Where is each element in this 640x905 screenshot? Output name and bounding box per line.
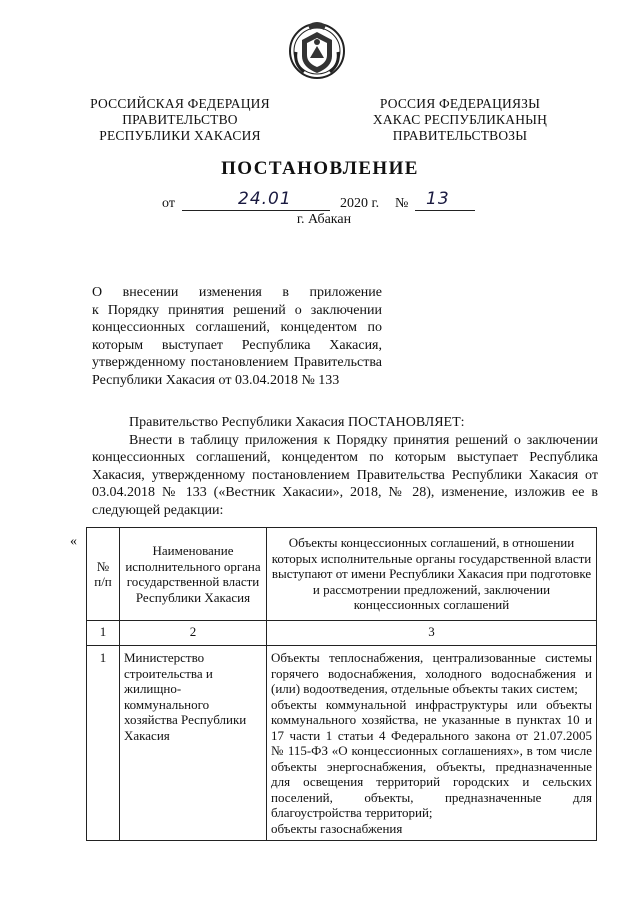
body-text [92, 414, 598, 519]
handwritten-number: 13 [426, 189, 450, 209]
objects-line: горячего водоснабжения, холодного водоснабжения и [271, 665, 592, 681]
organ-line: жилищно- [124, 681, 182, 696]
resolution-intro: Правительство Республики Хакасия ПОСТАНОВЛЯЕТ: [129, 415, 465, 430]
objects-line: (или) водоотведения, отдельные объекты таких систем; [271, 681, 578, 696]
header-text: Республики Хакасия [135, 589, 251, 605]
objects-line: благоустройства территорий; [271, 805, 433, 820]
city: г. Абакан [296, 212, 352, 227]
header-text: выступают от имени Республики Хакасия при подготовке [271, 566, 592, 582]
subject-block [92, 284, 382, 389]
row-number: 1 [87, 646, 120, 841]
header-left [80, 96, 280, 144]
organ-line: Хакасия [124, 727, 170, 743]
header-text: и рассмотрении предложений, заключении [312, 581, 551, 597]
objects-line: № 115-ФЗ «О концессионных соглашениях», в том числе [271, 743, 592, 758]
table-row [87, 646, 597, 841]
header-text: № [96, 558, 110, 574]
number-underline [415, 210, 475, 211]
organ-line: строительства и [124, 665, 213, 681]
objects-line: объекты энергоснабжения, объекты, предназначенные [271, 758, 592, 774]
coat-of-arms-icon [286, 18, 348, 80]
subject-line: О внесении изменения в приложение [92, 285, 382, 300]
objects-line: 17 части 1 статьи 4 Федерального закона от 21.07.2005 [271, 727, 592, 743]
objects-line: объекты коммунальной инфраструктуры или объекты [271, 696, 592, 712]
header-text: которых исполнительные органы государственной власти [271, 550, 592, 566]
column-number: 3 [267, 621, 597, 646]
row-organ [120, 646, 267, 841]
organ-line: коммунального [124, 696, 210, 712]
column-number: 1 [87, 621, 120, 646]
header-text: исполнительного органа [125, 558, 261, 574]
header-cell-organ [120, 528, 267, 621]
organ-line: Министерство [124, 650, 205, 665]
date-underline [182, 210, 330, 211]
objects-line: объекты газоснабжения [271, 820, 403, 836]
number-sign: № [395, 196, 409, 211]
table-number-row [87, 621, 597, 646]
header-right-line: РОССИЯ ФЕДЕРАЦИЯЗЫ [379, 96, 541, 111]
row-objects [267, 646, 597, 841]
header-text: п/п [94, 574, 112, 589]
column-number: 2 [120, 621, 267, 646]
header-left-line: РОССИЙСКАЯ ФЕДЕРАЦИЯ [90, 96, 270, 111]
resolution-paragraph: Внести в таблицу приложения к Порядку принятия решений о заключении концессионных соглашений, концедентом по которым выступает Республика Хакасия, утвержденному постановлением Правительства Республики Хакасия от 03.04.2018 № 133 («Вестник Хакасии», 2018, № 28), изменение, изложив ее в следующей редакции: [92, 432, 598, 518]
header-text: Объекты концессионных соглашений, в отношении [288, 535, 575, 551]
header-right-line: ПРАВИТЕЛЬСТВОЗЫ [392, 128, 528, 143]
organ-line: хозяйства Республики [124, 712, 247, 727]
header-right [360, 96, 560, 144]
concession-table [86, 527, 597, 841]
subject-line: которым выступает Республика Хакасия, [92, 337, 382, 353]
header-left-line: ПРАВИТЕЛЬСТВО [122, 112, 238, 127]
handwritten-date: 24.01 [238, 189, 292, 209]
objects-line: поселений, объекты, предназначенные для [271, 789, 592, 805]
objects-line: коммунального хозяйства, не указанные в пунктах 10 и [271, 712, 592, 727]
header-cell-number [87, 528, 120, 621]
header-text: концессионных соглашений [353, 597, 510, 613]
document-title: ПОСТАНОВЛЕНИЕ [221, 158, 419, 179]
table-header-row [87, 528, 597, 621]
subject-line: утвержденному постановлением Правительства [92, 355, 382, 370]
objects-line: для освещения территорий городских и сельских [271, 774, 592, 789]
header-text: Наименование [152, 543, 234, 558]
date-prefix: от [162, 196, 175, 211]
header-left-line: РЕСПУБЛИКИ ХАКАСИЯ [99, 128, 261, 143]
objects-line: Объекты теплоснабжения, централизованные системы [271, 650, 592, 665]
subject-line: концессионных соглашений, концедентом по [92, 320, 382, 335]
header-text: государственной власти [126, 574, 260, 589]
date-year: 2020 г. [340, 196, 380, 211]
subject-line: Республики Хакасия от 03.04.2018 № 133 [92, 372, 340, 388]
header-cell-objects [267, 528, 597, 621]
subject-line: к Порядку принятия решений о заключении [92, 302, 382, 318]
open-quote: « [70, 534, 77, 549]
header-right-line: ХАКАС РЕСПУБЛИКАНЫҢ [372, 112, 548, 127]
